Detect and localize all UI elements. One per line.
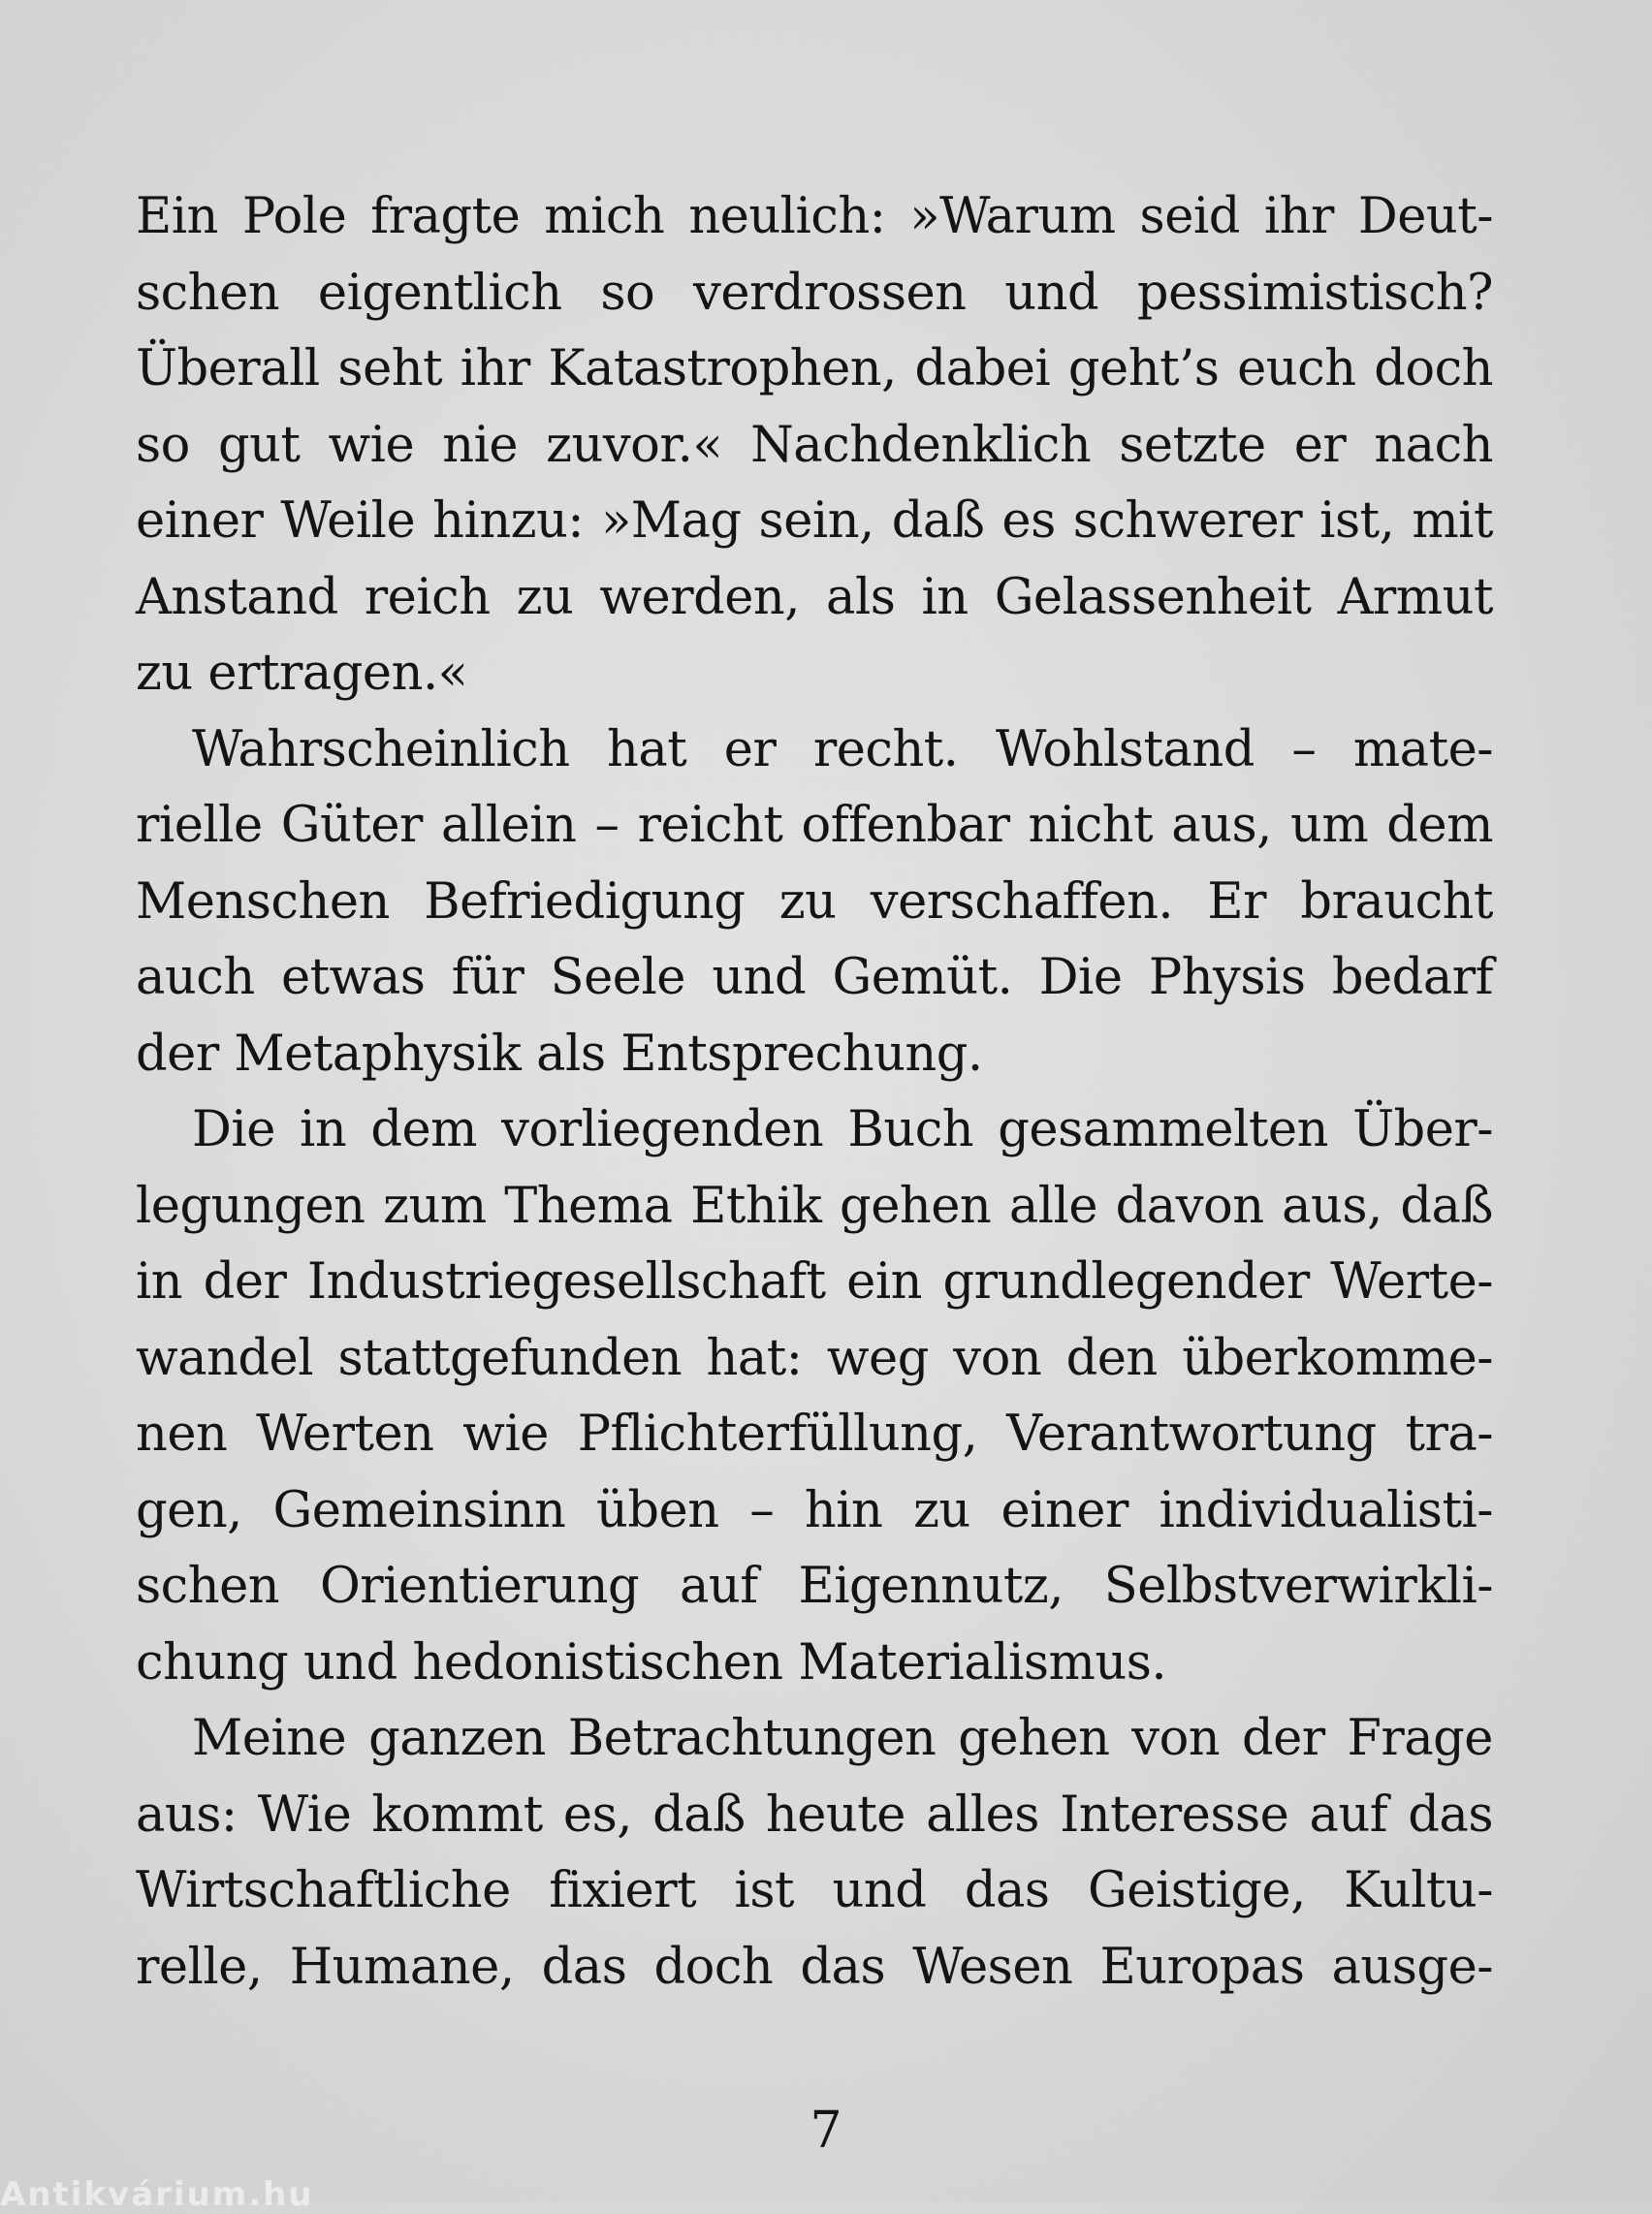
text-line: Wirtschaftliche fixiert ist und das Geistige, Kultu- (136, 1862, 1493, 1919)
text-line: nen Werten wie Pflichterfüllung, Verantwortung tra- (136, 1406, 1493, 1463)
text-line: Ein Pole fragte mich neulich: »Warum seid ihr Deut- (136, 188, 1493, 245)
page-body-text (136, 179, 1493, 2006)
text-line: chung und hedonistischen Materialismus. (136, 1633, 1167, 1692)
text-line: gen, Gemeinsinn üben – hin zu einer individualisti- (136, 1481, 1493, 1539)
text-line: schen eigentlich so verdrossen und pessimistisch? (136, 264, 1493, 322)
text-line: Meine ganzen Betrachtungen gehen von der Frage (192, 1710, 1493, 1767)
text-line: Die in dem vorliegenden Buch gesammelten Über- (192, 1101, 1493, 1158)
text-line: Menschen Befriedigung zu verschaffen. Er braucht (136, 872, 1493, 931)
text-line: wandel stattgefunden hat: weg von den überkomme- (136, 1329, 1493, 1387)
text-line: relle, Humane, das doch das Wesen Europas ausge- (136, 1938, 1493, 1996)
text-line: rielle Güter allein – reicht offenbar nicht aus, um dem (136, 797, 1493, 854)
text-line: auch etwas für Seele und Gemüt. Die Physis bedarf (136, 949, 1493, 1006)
text-line: Überall seht ihr Katastrophen, dabei geht’s euch doch (136, 340, 1493, 397)
text-line: Wahrscheinlich hat er recht. Wohlstand – mate- (192, 720, 1493, 778)
text-line: zu ertragen.« (136, 645, 468, 702)
watermark: Antikvárium.hu (0, 2175, 314, 2214)
text-line: Anstand reich zu werden, als in Gelassenheit Armut (136, 568, 1493, 626)
text-line: einer Weile hinzu: »Mag sein, daß es schwerer ist, mit (136, 492, 1493, 550)
page-number: 7 (810, 2102, 842, 2160)
text-line: in der Industriegesellschaft ein grundlegender Werte- (136, 1253, 1493, 1311)
text-line: schen Orientierung auf Eigennutz, Selbstverwirkli- (136, 1558, 1493, 1615)
text-line: legungen zum Thema Ethik gehen alle davon aus, daß (136, 1177, 1493, 1235)
text-line: aus: Wie kommt es, daß heute alles Interesse auf das (136, 1786, 1493, 1844)
text-line: so gut wie nie zuvor.« Nachdenklich setzte er nach (136, 416, 1493, 474)
text-line: der Metaphysik als Entsprechung. (136, 1025, 983, 1083)
